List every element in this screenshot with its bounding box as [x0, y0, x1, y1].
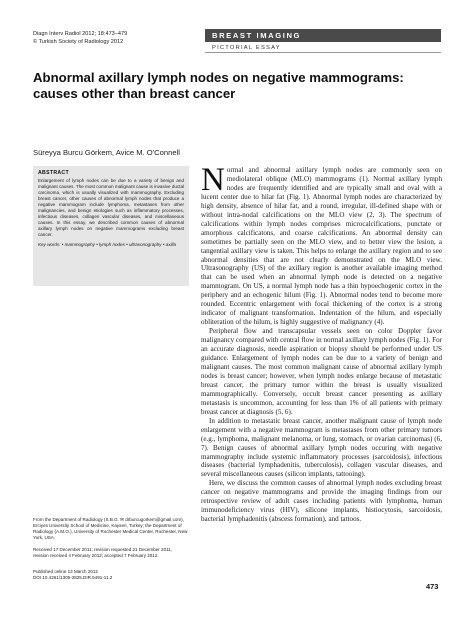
- article-title: Abnormal axillary lymph nodes on negative mammograms: causes other than breast cancer: [33, 70, 404, 101]
- journal-citation: Diagn Interv Radiol 2012; 18:473–479: [33, 31, 128, 37]
- affiliation-footnote: From the Department of Radiology (S.B.G. ✉ drburcugorkem@gmail.com), Erciyes University School of Medicine, Kayseri, Turkey; the Department of Radiology (A.M.O.), University of Rochester Medical Center, Rochester, New York, USA.: [33, 517, 188, 541]
- keywords: [38, 242, 184, 248]
- body-paragraph-2: Peripheral flow and transcapsular vessels seen on color Doppler favor malignancy compared with central flow in normal axillary lymph nodes (Fig. 1). For an accurate diagnosis, needle aspiration or biopsy should be performed under US guidance. Enlargement of lymph nodes can be due to a variety of benign and malignant causes. The most common malignant cause of abnormal axillary lymph nodes is breast cancer; however, when lymph nodes enlarge because of metastatic breast cancer, the primary tumor within the breast is usually visualized mammographically. Conversely, occult breast cancer presenting as axillary metastasis is uncommon, accounting for less than 1% of all patients with primary breast cancer at diagnosis (5, 6).: [201, 327, 442, 416]
- abstract-text: Enlargement of lymph nodes can be due to a variety of benign and malignant causes. The most common malignant cause is invasive ductal carcinoma, which is usually visualized with mammography. Excluding breast cancer, other causes of abnormal lymph nodes that produce a negative mammogram include lymphoma, metastases from other malignancies, and benign etiologies such as inflammatory processes, infectious diseases, collagen vascular diseases, and miscellaneous causes. In this essay, we described common causes of abnormal axillary lymph nodes on negative mammograms excluding breast cancer.: [38, 177, 184, 238]
- body-text: [201, 162, 442, 524]
- section-banner: BREAST IMAGING: [205, 29, 441, 42]
- drop-cap: N: [201, 162, 225, 198]
- body-paragraph-4: Here, we discuss the common causes of abnormal lymph nodes excluding breast cancer on negative mammograms and provide the imaging findings from our retrospective review of adult cases including patients with lymphoma, human immunodeficiency virus (HIV), silicone implants, histiocytosis, sarcoidosis, bacterial lymphadenitis (abscess formation), and tattoos.: [201, 479, 442, 524]
- page-number: 473: [426, 582, 439, 591]
- body-paragraph-3: In addition to metastatic breast cancer, another malignant cause of lymph node enlargement with a negative mammogram is metastases from other primary tumors (e.g., lymphoma, malignant melanoma, or lung, stomach, or ovarian carcinomas) (6, 7). Benign causes of abnormal axillary lymph nodes occuring with negative mammography include systemic inflammatory processes (sarcoidosis), infectious diseases (bacterial lymphadenitis, tuberculosis), collagen vascular diseases, and several miscellaneous causes (silicon implants, tattooing).: [201, 416, 442, 479]
- keywords-label: Key words:: [38, 242, 61, 248]
- publication-footnote: [33, 569, 189, 581]
- keywords-list: • mammography • lymph nodes • ultrasonography • axilla: [61, 242, 177, 248]
- dates-footnote: Received 17 December 2011; revision requested 21 December 2011, revision received 4 February 2012; accepted 7 February 2012.: [33, 547, 173, 559]
- doi: DOI 10.4261/1305-3825.DIR.5491-11.2: [33, 575, 113, 581]
- abstract-heading: ABSTRACT: [38, 170, 69, 176]
- article-type-label: PICTORIAL ESSAY: [205, 43, 441, 53]
- body-paragraph-1: [201, 162, 442, 327]
- body-paragraph-1-text: ormal and abnormal axillary lymph nodes are commonly seen on mediolateral oblique (MLO) mammograms (1). Normal axillary lymph nodes are frequently identified and are typically small and oval with a lucent center due to hilar fat (Fig. 1). Abnormal lymph nodes are characterized by high density, absence of hilar fat, and a round, irregular, ill-defined shape with or without intra-nodal calcifications on the MLO view (2, 3). The spectrum of calcifications within lymph nodes comprises microcalcifications, punctate or amorphous calcificatons, and coarse calcifications. An abnormal density can sometimes be partially seen on the MLO view, and to better view the lesion, a tangential axillary view is taken. This helps to enlarge the axillary region and to see abnormal densities that are not clearly demonstrated on the MLO view. Ultrasonography (US) of the axillary region is another available imaging method that can be used when an abnormal lymph node is detected on a negative mammogram. On US, a normal lymph node has a thin hypoechogenic cortex in the periphery and an echogenic hilum (Fig. 1). Abnormal nodes tend to become more rounded. Eccentric enlargement with focal thickening of the cortex is a strong indicator of malignant transformation. Indentation of the hilum, and especially obliteration of the hilum, is highly suggestive of malignancy (4).: [201, 166, 442, 327]
- published-online: Published online 13 March 2012: [33, 569, 98, 574]
- abstract-box: [33, 166, 189, 286]
- copyright-notice: © Turkish Society of Radiology 2012: [33, 39, 124, 45]
- author-list: Süreyya Burcu Görkem, Avice M. O'Connell: [33, 148, 180, 157]
